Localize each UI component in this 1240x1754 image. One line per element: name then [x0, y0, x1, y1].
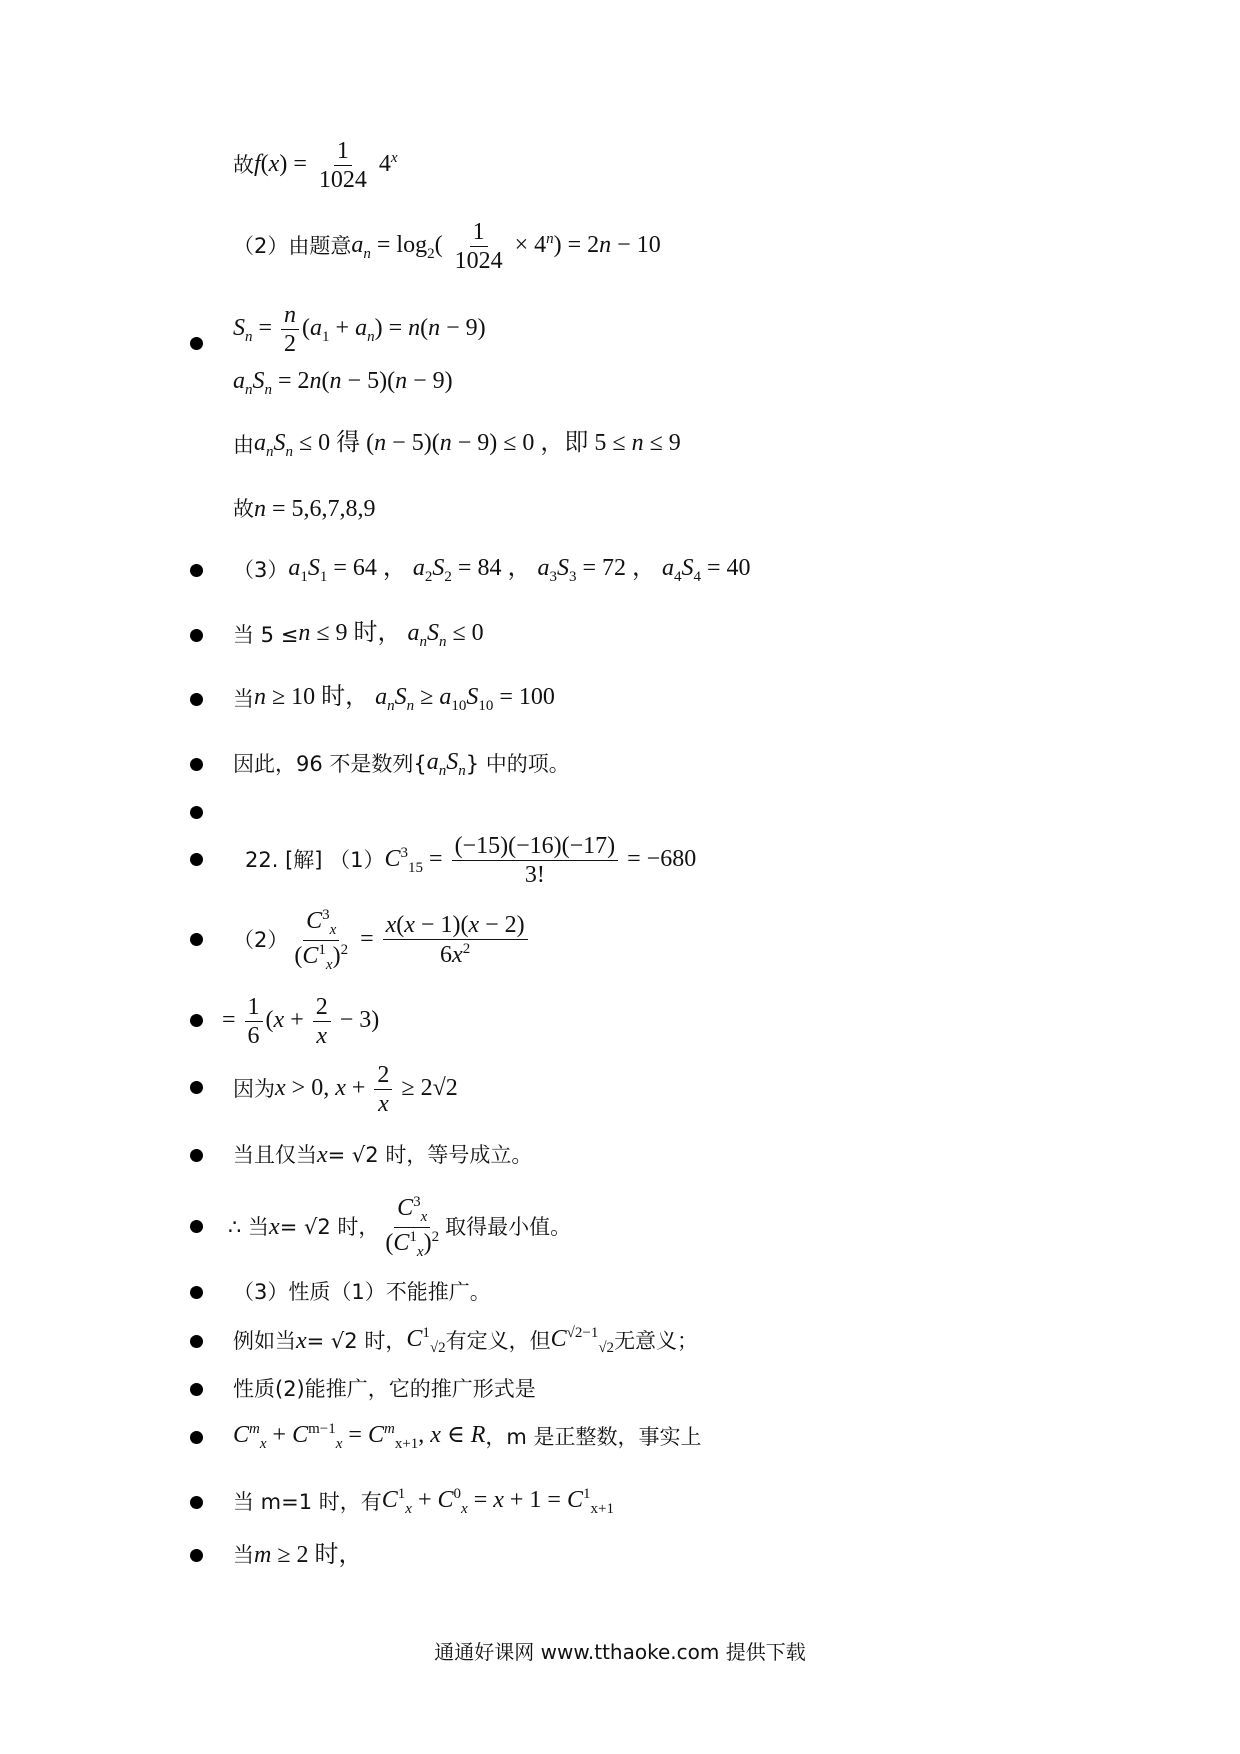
text: 当 [233, 1542, 254, 1567]
bullet-icon [190, 758, 203, 771]
text: 当 [233, 686, 254, 711]
line-conclusion-96 [233, 747, 570, 781]
text: 无意义； [614, 1328, 699, 1353]
line-case-m1 [233, 1483, 614, 1521]
bullet-icon [190, 1081, 203, 1094]
math-expr: x [317, 1142, 328, 1168]
text: 例如当 [233, 1328, 296, 1353]
math-expr: $C^3_{15}$ = $\frac{(-15)(-16)(-17)}{3!}$ = −680 [384, 832, 697, 888]
math-expr: $a_nS_n = 2n(n - 5)(n - 9)$ [233, 367, 453, 398]
text: （3） [233, 557, 289, 582]
math-expr: n ≤ 9 时， $a_nS_n \le 0$ [298, 619, 484, 650]
bullet-icon [190, 564, 203, 577]
bullet-icon [190, 933, 203, 946]
math-expr: x [296, 1328, 307, 1354]
math-expr: x [269, 1214, 280, 1240]
line-problem-22-part1 [245, 830, 696, 890]
bullet-icon [190, 629, 203, 642]
math-expr: $a_1S_1 = 64$ ， $a_2S_2 = 84$ ， $a_3S_3 = 72$ ， $a_4S_4 = 40$ [288, 554, 751, 585]
line-case-m2 [233, 1538, 363, 1572]
bullet-icon [190, 1220, 203, 1233]
bullet-icon [190, 693, 203, 706]
line-property2 [233, 1372, 536, 1406]
line-part3-values [233, 553, 751, 587]
bullet-icon [190, 1496, 203, 1509]
text: ，m 是正整数，事实上 [485, 1424, 702, 1449]
line-generalization [233, 1418, 702, 1456]
text: 因为 [233, 1076, 275, 1101]
math-expr: f(x) = $\frac{1}{1024}$ 4$^x$ [254, 137, 398, 193]
text: 故 [233, 152, 254, 177]
math-expr: n ≥ 10 时， $a_nS_n \ge a_{10}S_{10} = 100$ [254, 683, 555, 714]
line-case-5-9 [233, 618, 484, 652]
line-simplified [222, 990, 379, 1052]
fraction: $\frac{1}{1024}$ [318, 137, 367, 193]
text: 由 [233, 432, 254, 457]
line-inequality [233, 428, 681, 462]
bullet-icon [190, 1431, 203, 1444]
math-expr: $a_nS_n$ [426, 748, 466, 779]
math-expr: $C^{√2-1}_{√2}$ [550, 1325, 615, 1356]
bullet-icon [190, 1286, 203, 1299]
line-case-ge10 [233, 682, 555, 716]
text: 因此，96 不是数列{ [233, 751, 427, 776]
math-expr: $a_n = \log_2$( $\frac{1}{1024}$ × $4^n) = 2n - 10$ [351, 218, 661, 274]
text: 有定义，但 [445, 1328, 551, 1353]
line-am-gm [233, 1058, 458, 1120]
math-expr: n = 5,6,7,8,9 [254, 496, 376, 522]
text: （2） [233, 927, 289, 952]
text: 当且仅当 [233, 1142, 317, 1167]
text: （2）由题意 [233, 233, 352, 258]
line-an-formula [233, 216, 661, 276]
bullet-icon [190, 806, 203, 819]
math-expr: $C^1_x + C^0_x = x + 1 = C^1_{x+1}$ [381, 1486, 614, 1517]
bullet-icon [190, 1149, 203, 1162]
math-expr: $C^m_x + C^{m-1}_x = C^m_{x+1}$, x ∈ R [233, 1421, 486, 1452]
line-ansn-product [233, 366, 453, 400]
text: 当 5 ≤ [233, 622, 299, 647]
text: （3）性质（1）不能推广。 [233, 1279, 491, 1304]
line-f-definition [233, 135, 398, 195]
bullet-icon [190, 1014, 203, 1027]
text: } 中的项。 [465, 751, 570, 776]
math-expr: = $\frac{1}{6}$ (x + $\frac{2}{x}$ − 3) [222, 993, 380, 1049]
line-part2-ratio [233, 906, 531, 973]
line-n-values [233, 492, 376, 526]
line-minimum [228, 1193, 572, 1260]
math-expr: m ≥ 2 时， [254, 1542, 363, 1568]
bullet-icon [190, 1335, 203, 1348]
page-footer: 通通好课网 www.tthaoke.com 提供下载 [434, 1640, 806, 1664]
bullet-icon [190, 1383, 203, 1396]
text: = √2 时， [279, 1214, 380, 1239]
line-equality-condition [233, 1138, 532, 1172]
text: 性质(2)能推广，它的推广形式是 [233, 1376, 536, 1401]
math-expr: $\frac{C^3_x}{(C^1_x)^2}$ [385, 1193, 440, 1260]
bullet-icon [190, 1549, 203, 1562]
text: = √2 时，等号成立。 [327, 1142, 533, 1167]
text: 故 [233, 496, 254, 521]
math-expr: x > 0, x + $\frac{2}{x}$ ≥ 2√2 [275, 1061, 458, 1117]
text: 当 m=1 时，有 [233, 1489, 382, 1514]
math-expr: $a_nS_n \le 0$ 得 (n − 5)(n − 9) ≤ 0 ，即 5 ≤ n ≤ 9 [254, 429, 681, 460]
line-sn-formula [233, 298, 486, 360]
text: 取得最小值。 [445, 1214, 572, 1239]
text: ∴ 当 [228, 1214, 270, 1239]
text: 22. [解] （1） [245, 847, 385, 872]
math-expr: $C^1_{√2}$ [406, 1325, 446, 1356]
bullet-icon [190, 337, 203, 350]
line-counterexample [233, 1322, 698, 1360]
text: = √2 时， [306, 1328, 407, 1353]
line-part3-heading [233, 1275, 491, 1309]
bullet-icon [190, 853, 203, 866]
math-expr: $\frac{C^3_x}{(C^1_x)^2}$ = $\frac{x(x - 1)(x - 2)}{6x^2}$ [288, 908, 530, 973]
math-expr: $S_n$ = $\frac{n}{2}$ $(a_1 + a_n) = n(n - 9)$ [233, 301, 486, 357]
